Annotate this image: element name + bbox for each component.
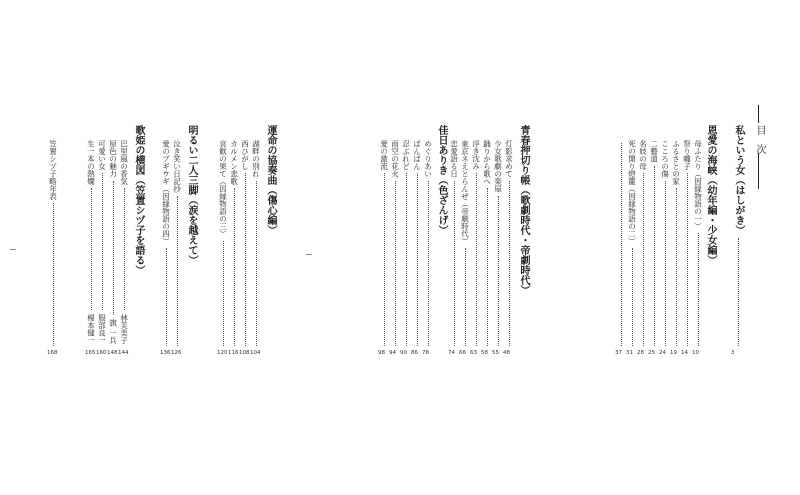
toc-page-number: 19	[670, 350, 677, 356]
toc-entry-title: 死の開り燈籠（因縁物語の二）	[627, 140, 637, 245]
toc-page-number: 28	[637, 350, 644, 356]
toc-page-number: 37	[615, 350, 622, 356]
toc-dot-leader	[245, 173, 246, 346]
toc-entry-title: 巴里風の香気	[119, 140, 129, 185]
toc-page-number: 55	[492, 350, 499, 356]
toc-dot-leader	[454, 181, 455, 347]
toc-entry-title: 忍ぶれど	[401, 140, 411, 170]
toc-part-title: 歌姫の横図（笠置シヅ子を語る）	[133, 125, 144, 275]
toc-dot-leader	[417, 173, 418, 346]
toc-dot-leader	[487, 188, 488, 346]
toc-part-title: 運命の協奏曲（傷心編）	[265, 125, 276, 235]
toc-dot-leader	[124, 188, 125, 310]
toc-page-number: 148	[107, 350, 118, 356]
toc-dot-leader	[621, 143, 622, 346]
toc-dot-leader	[395, 181, 396, 347]
toc-dot-leader	[654, 166, 655, 347]
toc-page-number: 116	[228, 350, 239, 356]
toc-page-number: 63	[470, 350, 477, 356]
toc-page-number: 74	[448, 350, 455, 356]
toc-page-number: 78	[422, 350, 429, 356]
toc-page-number: 120	[217, 350, 228, 356]
toc-dot-leader	[53, 203, 54, 346]
toc-part-title: 佳日ありき（色ざんげ）	[436, 125, 447, 235]
toc-dot-leader	[102, 173, 103, 310]
toc-page-number: 58	[481, 350, 488, 356]
toc-part-title: 私という女（はしがき）	[733, 125, 744, 235]
toc-entry-title: 生一本の熱燗	[86, 140, 96, 185]
toc-entry-title: 泣き笑い日記抄	[172, 140, 182, 193]
toc-entry-title: カルメン悲歌	[229, 140, 239, 185]
toc-page-number: 3	[731, 350, 735, 356]
toc-entry-author: 服部良一	[97, 314, 107, 344]
toc-dot-leader	[643, 173, 644, 346]
toc-page-number: 90	[400, 350, 407, 356]
toc-page-number: 165	[85, 350, 96, 356]
toc-page-number: 104	[250, 350, 261, 356]
toc-entry-author: 旗 一兵	[108, 319, 118, 344]
toc-entry-title: こころの傷	[660, 140, 670, 178]
toc-page-number: 94	[389, 350, 396, 356]
toc-entry-title: 愛のブギウギ（因縁物語の四）	[161, 140, 171, 245]
toc-page-number: 48	[503, 350, 510, 356]
toc-dot-leader	[665, 181, 666, 347]
toc-entry-author: 榎本健一	[86, 314, 96, 344]
toc-part-title: 青春押切り帳（歌劇時代・帝劇時代）	[518, 125, 529, 295]
toc-page-number: 160	[96, 350, 107, 356]
toc-entry-title: 母ふたり（因縁物語の一）	[693, 140, 703, 230]
toc-page-number: 98	[378, 350, 385, 356]
toc-dot-leader	[113, 181, 114, 316]
toc-dot-leader	[738, 238, 739, 346]
toc-page-number: 108	[239, 350, 250, 356]
toc-dot-leader	[406, 173, 407, 346]
toc-entry-title: 哀歓の果て（因縁物語の三）	[218, 140, 228, 238]
heading-rule-top	[758, 105, 759, 123]
toc-dot-leader	[428, 181, 429, 347]
toc-dot-leader	[632, 248, 633, 346]
toc-dot-leader	[91, 188, 92, 310]
toc-entry-title: 二藝道	[649, 140, 659, 163]
toc-dot-leader	[256, 181, 257, 347]
toc-part-title: 恩愛の海峡（幼年編・少女編）	[705, 125, 716, 265]
toc-entry-title: 西ひがし	[240, 140, 250, 170]
toc-entry-title: 笠置シヅ子略年表	[48, 140, 58, 200]
toc-dot-leader	[698, 233, 699, 346]
toc-entry-title: 雨空の花火	[390, 140, 400, 178]
heading-rule-bottom	[758, 153, 759, 189]
toc-dot-leader	[687, 173, 688, 346]
margin-mark	[10, 249, 16, 250]
toc-dot-leader	[676, 188, 677, 346]
margin-mark	[306, 254, 312, 255]
toc-entry-title: 踊りから歌へ	[482, 140, 492, 185]
toc-entry-title: 少女歌劇の楽屋	[493, 140, 503, 193]
toc-entry-title: ばんばん	[412, 140, 422, 170]
toc-entry-title: めぐりあい	[423, 140, 433, 178]
page-title: 目 次	[754, 125, 765, 158]
toc-dot-leader	[177, 196, 178, 347]
toc-entry-author: 林芙美子	[119, 314, 129, 344]
toc-dot-leader	[234, 188, 235, 346]
toc-page-number: 10	[692, 350, 699, 356]
toc-page-number: 86	[411, 350, 418, 356]
toc-dot-leader	[166, 248, 167, 346]
toc-entry-title: 恋愛語る日	[449, 140, 459, 178]
toc-page-number: 144	[118, 350, 129, 356]
toc-part-title: 明るい二人三脚（涙を越えて）	[186, 125, 197, 265]
toc-entry-title: 灯影求めて	[504, 140, 514, 178]
toc-dot-leader	[498, 196, 499, 347]
toc-dot-leader	[384, 173, 385, 346]
toc-entry-title: 浮き沈み	[471, 140, 481, 170]
toc-entry-title: 名妓の母	[638, 140, 648, 170]
toc-page-number: 24	[659, 350, 666, 356]
toc-entry-title: 祭り囃子	[682, 140, 692, 170]
toc-page-number: 25	[648, 350, 655, 356]
toc-page-number: 31	[626, 350, 633, 356]
toc-page-number: 168	[47, 350, 58, 356]
toc-entry-title: 可愛い女	[97, 140, 107, 170]
toc-page-number: 126	[171, 350, 182, 356]
toc-dot-leader	[465, 248, 466, 346]
toc-entry-title: 東京ネえとらんぜ（帝劇時代）	[460, 140, 470, 245]
toc-entry-title: 湖畔の別れ	[251, 140, 261, 178]
toc-page-number: 136	[160, 350, 171, 356]
toc-dot-leader	[509, 181, 510, 347]
toc-dot-leader	[223, 241, 224, 347]
toc-entry-title: ふるさとの家	[671, 140, 681, 185]
toc-page-number: 14	[681, 350, 688, 356]
toc-entry-title: 愛の激流	[379, 140, 389, 170]
toc-entry-title: 原色の魅力	[108, 140, 118, 178]
toc-page-number: 66	[459, 350, 466, 356]
toc-dot-leader	[476, 173, 477, 346]
